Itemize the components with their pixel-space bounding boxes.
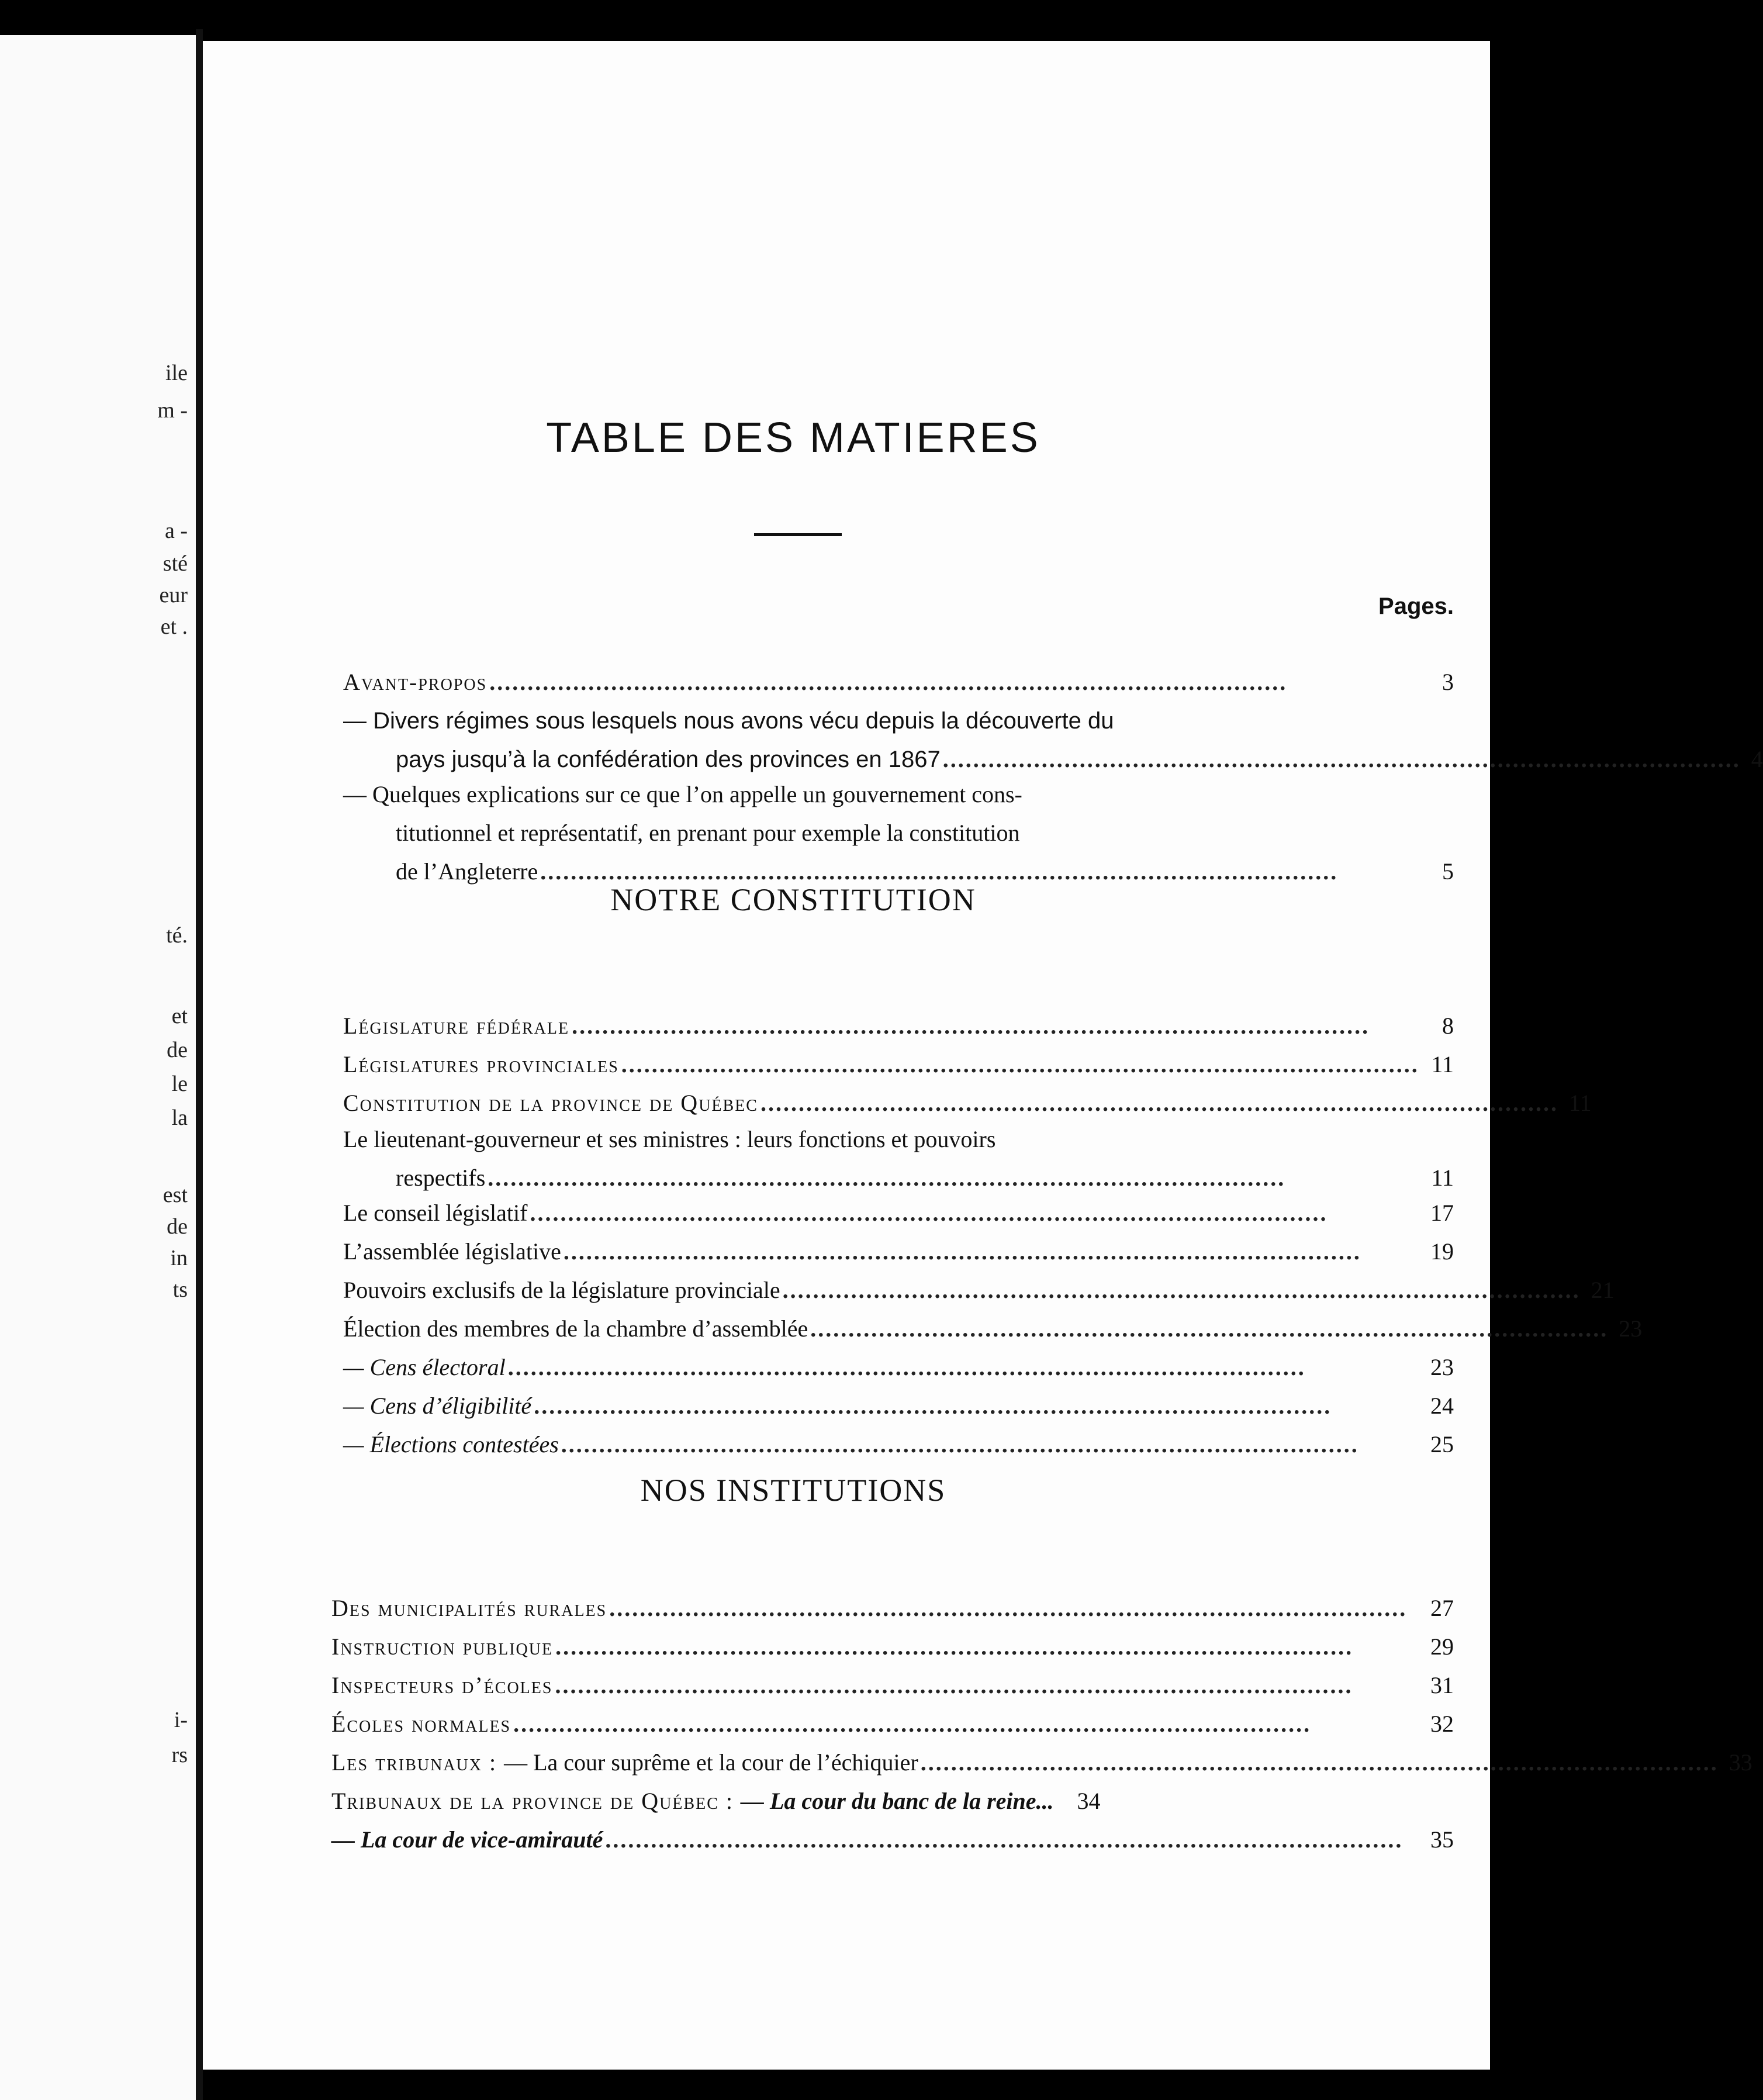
left-page-fragment: té. — [166, 923, 188, 948]
left-facing-page — [0, 35, 196, 2100]
toc-entry — [343, 663, 1454, 702]
dot-leader: ......................................................................................................... — [621, 1051, 1419, 1077]
toc-entry-text: Législatures provinciales — [343, 1051, 619, 1077]
toc-page-number: 33 — [1729, 1749, 1752, 1776]
left-page-fragment: i- — [174, 1708, 188, 1732]
toc-page-number: 23 — [1619, 1315, 1643, 1342]
left-page-fragment: in — [170, 1246, 188, 1270]
left-page-fragment: et — [171, 1004, 188, 1028]
toc-page-number: 11 — [1431, 1165, 1454, 1191]
dot-leader: ......................................................................................................... — [489, 669, 1288, 695]
toc-page-number: 3 — [1442, 669, 1454, 695]
toc-page-number: 8 — [1442, 1013, 1454, 1039]
left-page-fragment: et . — [160, 614, 188, 639]
toc-entry-text: pays jusqu’à la confédération des provinces en 1867 — [396, 747, 941, 772]
toc-entry — [331, 1705, 1454, 1743]
dot-leader: ......................................................................................................... — [555, 1672, 1353, 1698]
dot-leader: ......................................................................................................... — [530, 1200, 1328, 1226]
toc-page-number: 17 — [1430, 1200, 1454, 1226]
toc-entry — [343, 1310, 1643, 1348]
dot-leader: ......................................................................................................... — [507, 1354, 1306, 1380]
toc-entry — [343, 1194, 1454, 1232]
left-page-fragment: rs — [171, 1743, 188, 1767]
toc-page-number: 5 — [1442, 858, 1454, 885]
toc-entry-text: respectifs — [396, 1165, 486, 1191]
toc-entry-text: L’assemblée législative — [343, 1238, 561, 1265]
left-page-fragment: le — [171, 1072, 188, 1096]
toc-page-number: 11 — [1431, 1051, 1454, 1077]
dot-leader: ......................................................................................................... — [563, 1238, 1361, 1265]
toc-entry — [343, 1387, 1454, 1425]
toc-page-number: 27 — [1430, 1595, 1454, 1621]
toc-entry — [331, 1782, 1454, 1821]
toc-entry-text: Constitution de la province de Québec — [343, 1090, 758, 1116]
toc-entry — [343, 1045, 1454, 1084]
section-heading: NOTRE CONSTITUTION — [610, 882, 976, 917]
toc-entry — [343, 1232, 1454, 1271]
left-page-fragment: est — [163, 1183, 188, 1207]
toc-entry-text: — La cour du banc de la reine... — [740, 1788, 1054, 1814]
toc-page-number: 19 — [1430, 1238, 1454, 1265]
toc-page-number: 24 — [1430, 1393, 1454, 1419]
toc-entry-text: Inspecteurs d’écoles — [331, 1672, 553, 1698]
toc-entry-text: Écoles normales — [331, 1711, 511, 1737]
toc-entry-text: — Cens électoral — [343, 1354, 506, 1380]
toc-entry — [331, 1666, 1454, 1705]
left-page-fragment: sté — [163, 551, 188, 576]
left-page-fragment: a - — [164, 519, 188, 543]
toc-entry — [331, 1628, 1454, 1666]
toc-entry-text: — Élections contestées — [343, 1431, 559, 1457]
document-page — [203, 41, 1763, 2070]
toc-entry-text: Le conseil législatif — [343, 1200, 528, 1226]
toc-entry-text: de l’Angleterre — [396, 858, 538, 885]
dot-leader: ......................................................................................................... — [760, 1090, 1558, 1116]
left-page-fragment: de — [167, 1214, 188, 1239]
left-page-fragment: de — [167, 1038, 188, 1062]
toc-entry-text: Législature fédérale — [343, 1013, 570, 1039]
toc-page-number: 25 — [1430, 1431, 1454, 1457]
page-spine — [196, 29, 203, 2100]
dot-leader: ......................................................................................................... — [572, 1013, 1370, 1039]
section-heading: NOS INSTITUTIONS — [640, 1473, 946, 1508]
toc-entry-text: — Divers régimes sous lesquels nous avons vécu depuis la découverte du — [343, 708, 1114, 734]
toc-entry — [343, 702, 1763, 779]
dot-leader: ......................................................................................................... — [513, 1711, 1312, 1737]
dot-leader: ......................................................................................................... — [609, 1595, 1408, 1621]
toc-entry-text: — La cour de vice-amirauté — [331, 1826, 603, 1853]
left-page-fragment: la — [171, 1106, 188, 1130]
dot-leader: ......................................................................................................... — [605, 1826, 1404, 1853]
document-title: TABLE DES MATIERES — [546, 415, 1040, 461]
toc-entry — [343, 1425, 1454, 1464]
left-page-fragment: ts — [172, 1277, 188, 1302]
toc-entry-text: Avant-propos — [343, 669, 488, 695]
toc-entry — [343, 1084, 1592, 1122]
dot-leader: ......................................................................................................... — [561, 1431, 1359, 1457]
dot-leader: ......................................................................................................... — [534, 1393, 1332, 1419]
toc-page-number: 4 — [1751, 746, 1763, 772]
toc-entry-text: — La cour suprême et la cour de l’échiquier — [504, 1749, 918, 1776]
toc-entry-text: Élection des membres de la chambre d’assemblée — [343, 1315, 808, 1342]
toc-page-number: 34 — [1077, 1788, 1101, 1814]
dot-leader: ......................................................................................................... — [540, 858, 1339, 885]
toc-entry-text: — Quelques explications sur ce que l’on appelle un gouvernement cons- — [343, 781, 1022, 807]
left-page-fragment: eur — [159, 583, 188, 607]
toc-entry-text: Le lieutenant-gouverneur et ses ministres : leurs fonctions et pouvoirs — [343, 1126, 996, 1152]
toc-entry-text: Instruction publique — [331, 1633, 554, 1660]
left-page-fragment: ile — [165, 361, 188, 385]
toc-page-number: 23 — [1430, 1354, 1454, 1380]
toc-entry — [343, 1120, 1454, 1197]
toc-page-number: 31 — [1430, 1672, 1454, 1698]
toc-entry — [331, 1821, 1454, 1859]
toc-page-number: 29 — [1430, 1633, 1454, 1660]
dot-leader: ......................................................................................................... — [942, 746, 1741, 772]
toc-entry-text: Des municipalités rurales — [331, 1595, 607, 1621]
left-page-fragment: m - — [157, 398, 188, 423]
dot-leader: ......................................................................................................... — [555, 1633, 1354, 1660]
toc-entry-text: Pouvoirs exclusifs de la législature provinciale — [343, 1277, 780, 1303]
toc-entry — [343, 1348, 1454, 1387]
toc-entry — [331, 1743, 1752, 1782]
toc-page-number: 35 — [1430, 1826, 1454, 1853]
title-rule — [754, 533, 842, 536]
toc-entry-label: Les tribunaux : — [331, 1749, 497, 1776]
toc-page-number: 32 — [1430, 1711, 1454, 1737]
toc-page-number: 21 — [1591, 1277, 1615, 1303]
toc-entry — [343, 1271, 1615, 1310]
dot-leader: ......................................................................................................... — [810, 1315, 1609, 1342]
toc-entry — [331, 1589, 1454, 1628]
toc-entry-text: — Cens d’éligibilité — [343, 1393, 532, 1419]
pages-heading: Pages. — [1378, 593, 1454, 619]
toc-entry-text: titutionnel et représentatif, en prenant pour exemple la constitution — [396, 820, 1020, 846]
dot-leader: ......................................................................................................... — [488, 1165, 1286, 1191]
toc-entry-label: Tribunaux de la province de Québec : — [331, 1788, 734, 1814]
dot-leader: ......................................................................................................... — [920, 1749, 1719, 1776]
toc-entry — [343, 775, 1454, 891]
dot-leader: ......................................................................................................... — [782, 1277, 1581, 1303]
toc-entry — [343, 1007, 1454, 1045]
toc-page-number: 11 — [1568, 1090, 1592, 1116]
